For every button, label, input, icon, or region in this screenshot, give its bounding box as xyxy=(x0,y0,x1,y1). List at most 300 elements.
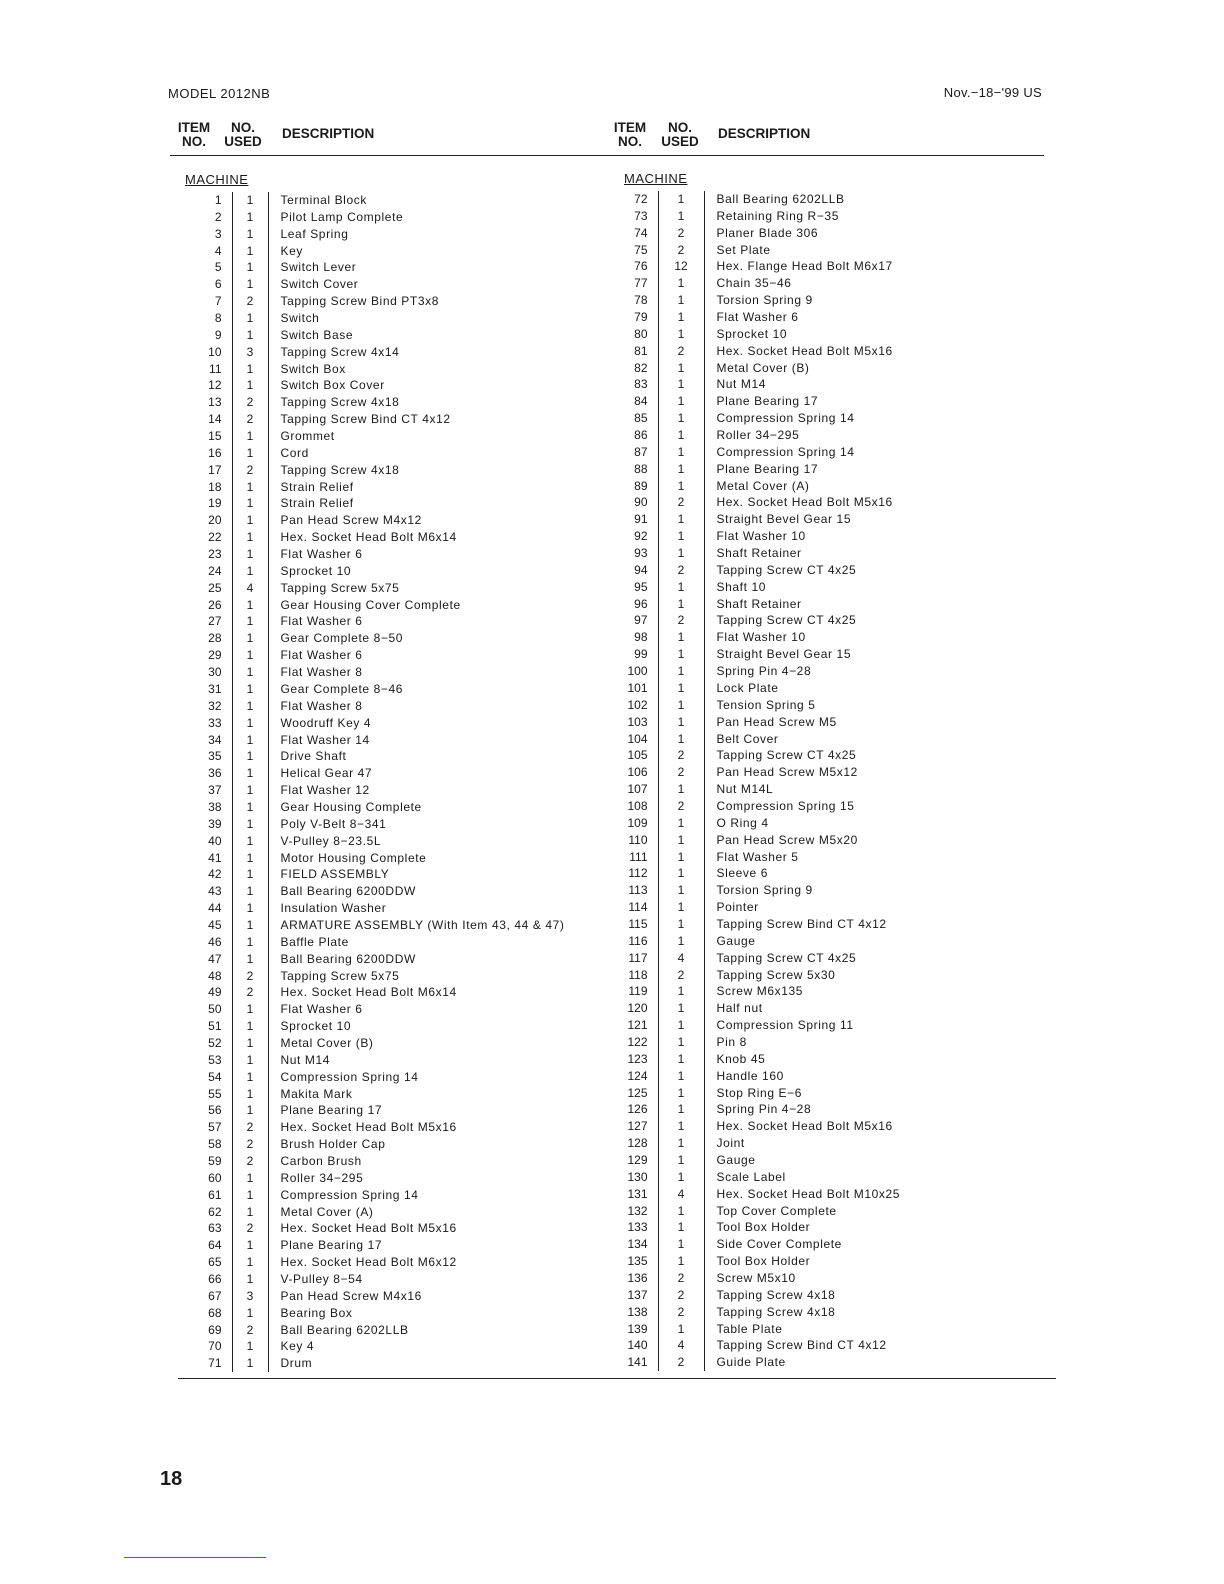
table-row xyxy=(168,1271,598,1288)
part-description: Shaft Retainer xyxy=(716,596,802,611)
part-description: Brush Holder Cap xyxy=(280,1137,386,1152)
part-description: Guide Plate xyxy=(716,1355,786,1370)
part-description: Terminal Block xyxy=(280,193,367,207)
part-description: Compression Spring 14 xyxy=(716,444,855,459)
item-number: 72 xyxy=(602,191,658,208)
part-description: Roller 34−295 xyxy=(716,428,800,443)
item-number: 52 xyxy=(168,1035,232,1052)
quantity-used: 1 xyxy=(232,782,268,799)
table-row xyxy=(602,343,1034,360)
table-row xyxy=(168,276,598,293)
item-number: 115 xyxy=(602,916,658,933)
item-number: 22 xyxy=(168,529,232,546)
part-description: Stop Ring E−6 xyxy=(716,1085,803,1100)
item-number: 5 xyxy=(168,259,232,276)
quantity-used: 1 xyxy=(658,663,704,680)
quantity-used: 1 xyxy=(232,917,268,934)
table-row xyxy=(602,933,1034,950)
table-row xyxy=(602,478,1034,495)
part-description: Nut M14 xyxy=(280,1052,331,1067)
part-description: Planer Blade 306 xyxy=(716,225,819,240)
quantity-used: 1 xyxy=(232,377,268,394)
quantity-used: 1 xyxy=(658,1253,704,1270)
table-row xyxy=(168,883,598,900)
part-description: Torsion Spring 9 xyxy=(716,883,813,898)
table-row xyxy=(602,326,1034,343)
table-row xyxy=(168,1338,598,1355)
item-number: 129 xyxy=(602,1152,658,1169)
part-description: Straight Bevel Gear 15 xyxy=(716,647,852,662)
part-description: Spring Pin 4−28 xyxy=(716,1102,812,1117)
item-number: 121 xyxy=(602,1017,658,1034)
table-row xyxy=(602,1051,1034,1068)
part-description: Spring Pin 4−28 xyxy=(716,664,812,679)
part-description: Gauge xyxy=(716,1152,756,1167)
quantity-used: 1 xyxy=(658,629,704,646)
item-number: 23 xyxy=(168,546,232,563)
part-description: Compression Spring 14 xyxy=(716,411,855,426)
part-description: Tapping Screw Bind CT 4x12 xyxy=(280,412,451,427)
item-number: 38 xyxy=(168,799,232,816)
quantity-used: 1 xyxy=(232,276,268,293)
table-row xyxy=(602,461,1034,478)
revision-date: Nov.−18−'99 US xyxy=(943,85,1042,100)
part-description: Roller 34−295 xyxy=(280,1170,364,1185)
quantity-used: 1 xyxy=(232,546,268,563)
quantity-used: 1 xyxy=(658,815,704,832)
part-description: Tapping Screw 4x18 xyxy=(716,1304,836,1319)
header-rule xyxy=(170,155,1044,156)
table-row xyxy=(168,850,598,867)
item-number: 101 xyxy=(602,680,658,697)
part-description: Switch Cover xyxy=(280,277,359,292)
part-description: Drum xyxy=(280,1356,313,1371)
header-item-line2: NO. xyxy=(617,134,642,149)
item-number: 116 xyxy=(602,933,658,950)
part-description: Screw M6x135 xyxy=(716,984,804,999)
item-number: 94 xyxy=(602,562,658,579)
quantity-used: 1 xyxy=(658,697,704,714)
item-number: 4 xyxy=(168,243,232,260)
table-row xyxy=(602,697,1034,714)
table-row xyxy=(602,832,1034,849)
quantity-used: 2 xyxy=(658,1287,704,1304)
left-description-header: DESCRIPTION xyxy=(282,126,375,141)
table-row xyxy=(168,1052,598,1069)
part-description: Chain 35−46 xyxy=(716,276,792,291)
quantity-used: 1 xyxy=(232,1355,268,1372)
part-description: Tension Spring 5 xyxy=(716,697,816,712)
item-number: 91 xyxy=(602,511,658,528)
part-description: FIELD ASSEMBLY xyxy=(280,867,390,882)
quantity-used: 1 xyxy=(232,698,268,715)
model-number: MODEL 2012NB xyxy=(168,86,271,101)
right-no-used-header xyxy=(659,121,701,149)
table-row xyxy=(168,259,598,276)
quantity-used: 1 xyxy=(232,715,268,732)
table-row xyxy=(602,747,1034,764)
part-description: Knob 45 xyxy=(716,1051,766,1066)
part-description: Tapping Screw CT 4x25 xyxy=(716,748,857,763)
quantity-used: 1 xyxy=(232,681,268,698)
part-description: Flat Washer 6 xyxy=(280,648,363,663)
quantity-used: 1 xyxy=(658,933,704,950)
item-number: 124 xyxy=(602,1068,658,1085)
quantity-used: 2 xyxy=(232,411,268,428)
item-number: 61 xyxy=(168,1187,232,1204)
item-number: 34 xyxy=(168,732,232,749)
part-description: Tapping Screw Bind CT 4x12 xyxy=(716,916,887,931)
table-row xyxy=(168,462,598,479)
part-description: Hex. Flange Head Bolt M6x17 xyxy=(716,259,893,274)
quantity-used: 1 xyxy=(232,816,268,833)
table-row xyxy=(168,1035,598,1052)
part-description: Plane Bearing 17 xyxy=(280,1238,383,1253)
part-description: Motor Housing Complete xyxy=(280,850,427,865)
quantity-used: 1 xyxy=(232,1052,268,1069)
table-row xyxy=(168,1119,598,1136)
part-description: Tapping Screw 5x75 xyxy=(280,580,400,595)
right-item-no-header xyxy=(608,121,652,149)
table-row xyxy=(602,1236,1034,1253)
table-row xyxy=(602,680,1034,697)
quantity-used: 1 xyxy=(658,579,704,596)
item-number: 44 xyxy=(168,900,232,917)
table-row xyxy=(602,376,1034,393)
item-number: 81 xyxy=(602,343,658,360)
table-row xyxy=(168,394,598,411)
quantity-used: 1 xyxy=(232,192,268,209)
item-number: 15 xyxy=(168,428,232,445)
table-row xyxy=(602,1203,1034,1220)
header-used-line1: NO. xyxy=(667,120,692,135)
table-row xyxy=(168,732,598,749)
part-description: Hex. Socket Head Bolt M10x25 xyxy=(716,1186,901,1201)
quantity-used: 1 xyxy=(232,1102,268,1119)
item-number: 9 xyxy=(168,327,232,344)
quantity-used: 1 xyxy=(232,1035,268,1052)
part-description: Nut M14 xyxy=(716,377,767,392)
table-row xyxy=(602,916,1034,933)
table-row xyxy=(602,612,1034,629)
quantity-used: 12 xyxy=(658,258,704,275)
table-row xyxy=(602,967,1034,984)
table-row xyxy=(602,393,1034,410)
item-number: 63 xyxy=(168,1220,232,1237)
quantity-used: 2 xyxy=(658,343,704,360)
part-description: Leaf Spring xyxy=(280,226,349,241)
part-description: Side Cover Complete xyxy=(716,1237,842,1252)
part-description: Switch Box Cover xyxy=(280,378,385,393)
quantity-used: 1 xyxy=(232,883,268,900)
table-row xyxy=(168,715,598,732)
table-row xyxy=(602,983,1034,1000)
part-description: Pilot Lamp Complete xyxy=(280,209,404,224)
part-description: Baffle Plate xyxy=(280,934,349,949)
part-description: Gear Complete 8−46 xyxy=(280,681,404,696)
item-number: 57 xyxy=(168,1119,232,1136)
table-row xyxy=(602,1017,1034,1034)
table-row xyxy=(168,765,598,782)
part-description: Ball Bearing 6202LLB xyxy=(716,192,845,206)
quantity-used: 1 xyxy=(658,1152,704,1169)
quantity-used: 2 xyxy=(658,1270,704,1287)
part-description: Tapping Screw 4x18 xyxy=(280,395,400,410)
quantity-used: 1 xyxy=(658,275,704,292)
part-description: Flat Washer 5 xyxy=(716,849,799,864)
quantity-used: 2 xyxy=(232,462,268,479)
quantity-used: 2 xyxy=(658,967,704,984)
quantity-used: 1 xyxy=(232,209,268,226)
item-number: 131 xyxy=(602,1186,658,1203)
quantity-used: 1 xyxy=(232,1086,268,1103)
item-number: 16 xyxy=(168,445,232,462)
quantity-used: 1 xyxy=(658,1236,704,1253)
quantity-used: 1 xyxy=(232,833,268,850)
table-row xyxy=(168,917,598,934)
part-description: Hex. Socket Head Bolt M5x16 xyxy=(716,495,893,510)
part-description: Flat Washer 6 xyxy=(280,1002,363,1017)
table-row xyxy=(602,1321,1034,1338)
part-description: Set Plate xyxy=(716,242,771,257)
item-number: 62 xyxy=(168,1204,232,1221)
part-description: Gear Complete 8−50 xyxy=(280,631,404,646)
item-number: 106 xyxy=(602,764,658,781)
part-description: Sprocket 10 xyxy=(280,563,352,578)
quantity-used: 1 xyxy=(658,427,704,444)
item-number: 42 xyxy=(168,866,232,883)
table-row xyxy=(602,882,1034,899)
part-description: Plane Bearing 17 xyxy=(716,461,819,476)
part-description: Ball Bearing 6202LLB xyxy=(280,1322,409,1337)
item-number: 136 xyxy=(602,1270,658,1287)
part-description: Switch Box xyxy=(280,361,346,376)
quantity-used: 1 xyxy=(658,882,704,899)
part-description: Hex. Socket Head Bolt M5x16 xyxy=(716,343,893,358)
quantity-used: 1 xyxy=(658,191,704,208)
table-row xyxy=(602,410,1034,427)
quantity-used: 2 xyxy=(658,562,704,579)
table-row xyxy=(602,528,1034,545)
quantity-used: 1 xyxy=(232,495,268,512)
item-number: 98 xyxy=(602,629,658,646)
quantity-used: 2 xyxy=(232,1220,268,1237)
quantity-used: 2 xyxy=(658,764,704,781)
item-number: 79 xyxy=(602,309,658,326)
quantity-used: 1 xyxy=(658,1219,704,1236)
quantity-used: 1 xyxy=(658,208,704,225)
table-row xyxy=(168,546,598,563)
quantity-used: 1 xyxy=(658,461,704,478)
part-description: Pan Head Screw M5x12 xyxy=(716,765,858,780)
quantity-used: 1 xyxy=(658,680,704,697)
quantity-used: 1 xyxy=(232,1018,268,1035)
quantity-used: 4 xyxy=(232,580,268,597)
quantity-used: 1 xyxy=(232,613,268,630)
table-row xyxy=(168,580,598,597)
quantity-used: 1 xyxy=(658,444,704,461)
header-item-line2: NO. xyxy=(181,134,206,149)
quantity-used: 1 xyxy=(658,511,704,528)
quantity-used: 1 xyxy=(658,865,704,882)
item-number: 20 xyxy=(168,512,232,529)
part-description: Hex. Socket Head Bolt M6x14 xyxy=(280,985,457,1000)
table-row xyxy=(168,1001,598,1018)
table-row xyxy=(602,781,1034,798)
quantity-used: 1 xyxy=(658,528,704,545)
quantity-used: 1 xyxy=(232,1237,268,1254)
table-row xyxy=(602,1169,1034,1186)
table-row xyxy=(602,1152,1034,1169)
part-description: Pin 8 xyxy=(716,1034,747,1049)
table-row xyxy=(168,411,598,428)
item-number: 99 xyxy=(602,646,658,663)
table-row xyxy=(168,428,598,445)
part-description: Compression Spring 14 xyxy=(280,1187,419,1202)
part-description: Scale Label xyxy=(716,1169,786,1184)
table-row xyxy=(168,529,598,546)
part-description: Gear Housing Complete xyxy=(280,799,422,814)
part-description: V-Pulley 8−54 xyxy=(280,1272,363,1286)
item-number: 88 xyxy=(602,461,658,478)
part-description: Sprocket 10 xyxy=(280,1019,352,1034)
item-number: 141 xyxy=(602,1354,658,1371)
quantity-used: 1 xyxy=(658,1068,704,1085)
quantity-used: 1 xyxy=(658,410,704,427)
table-row xyxy=(602,629,1034,646)
item-number: 74 xyxy=(602,225,658,242)
item-number: 60 xyxy=(168,1170,232,1187)
item-number: 123 xyxy=(602,1051,658,1068)
quantity-used: 1 xyxy=(232,765,268,782)
item-number: 19 xyxy=(168,495,232,512)
quantity-used: 1 xyxy=(658,714,704,731)
quantity-used: 1 xyxy=(232,732,268,749)
item-number: 92 xyxy=(602,528,658,545)
quantity-used: 2 xyxy=(658,747,704,764)
item-number: 32 xyxy=(168,698,232,715)
table-row xyxy=(168,512,598,529)
table-row xyxy=(602,1354,1034,1371)
item-number: 125 xyxy=(602,1085,658,1102)
item-number: 96 xyxy=(602,596,658,613)
part-description: Helical Gear 47 xyxy=(280,766,373,781)
item-number: 76 xyxy=(602,258,658,275)
table-row xyxy=(602,1118,1034,1135)
table-row xyxy=(168,866,598,883)
quantity-used: 1 xyxy=(658,849,704,866)
table-row xyxy=(168,748,598,765)
table-row xyxy=(168,1102,598,1119)
item-number: 37 xyxy=(168,782,232,799)
item-number: 119 xyxy=(602,983,658,1000)
part-description: Sprocket 10 xyxy=(716,326,788,341)
table-row xyxy=(602,562,1034,579)
part-description: Hex. Socket Head Bolt M6x14 xyxy=(280,530,457,545)
part-description: Flat Washer 6 xyxy=(716,310,799,325)
part-description: Gear Housing Cover Complete xyxy=(280,597,461,612)
part-description: Tool Box Holder xyxy=(716,1254,811,1269)
table-row xyxy=(602,225,1034,242)
table-row xyxy=(168,226,598,243)
part-description: Gauge xyxy=(716,933,756,948)
item-number: 50 xyxy=(168,1001,232,1018)
quantity-used: 1 xyxy=(232,850,268,867)
item-number: 45 xyxy=(168,917,232,934)
table-row xyxy=(168,1136,598,1153)
item-number: 28 xyxy=(168,630,232,647)
quantity-used: 2 xyxy=(232,394,268,411)
quantity-used: 1 xyxy=(658,393,704,410)
part-description: Compression Spring 15 xyxy=(716,798,855,813)
table-row xyxy=(602,1337,1034,1354)
item-number: 43 xyxy=(168,883,232,900)
part-description: Lock Plate xyxy=(716,680,779,695)
table-row xyxy=(168,1204,598,1221)
table-row xyxy=(168,681,598,698)
part-description: Tapping Screw 5x30 xyxy=(716,967,836,982)
quantity-used: 2 xyxy=(658,798,704,815)
quantity-used: 4 xyxy=(658,950,704,967)
item-number: 75 xyxy=(602,242,658,259)
part-description: Flat Washer 6 xyxy=(280,547,363,562)
table-row xyxy=(168,209,598,226)
part-description: Flat Washer 14 xyxy=(280,732,370,747)
quantity-used: 1 xyxy=(232,664,268,681)
quantity-used: 3 xyxy=(232,1288,268,1305)
table-row xyxy=(168,1069,598,1086)
part-description: Metal Cover (B) xyxy=(280,1035,374,1050)
item-number: 90 xyxy=(602,494,658,511)
part-description: Tapping Screw Bind PT3x8 xyxy=(280,294,439,309)
part-description: Flat Washer 8 xyxy=(280,665,363,680)
table-row xyxy=(168,984,598,1001)
part-description: Sleeve 6 xyxy=(716,866,768,881)
quantity-used: 1 xyxy=(658,1169,704,1186)
item-number: 89 xyxy=(602,478,658,495)
bottom-link-line xyxy=(124,1557,266,1558)
item-number: 10 xyxy=(168,344,232,361)
item-number: 7 xyxy=(168,293,232,310)
quantity-used: 2 xyxy=(232,1119,268,1136)
part-description: Pan Head Screw M5x20 xyxy=(716,832,858,847)
table-row xyxy=(602,1101,1034,1118)
item-number: 86 xyxy=(602,427,658,444)
quantity-used: 4 xyxy=(658,1337,704,1354)
part-description: Ball Bearing 6200DDW xyxy=(280,884,416,899)
item-number: 102 xyxy=(602,697,658,714)
part-description: Handle 160 xyxy=(716,1068,784,1083)
part-description: Drive Shaft xyxy=(280,749,347,764)
item-number: 120 xyxy=(602,1000,658,1017)
quantity-used: 1 xyxy=(232,900,268,917)
table-row xyxy=(168,377,598,394)
item-number: 118 xyxy=(602,967,658,984)
item-number: 27 xyxy=(168,613,232,630)
item-number: 110 xyxy=(602,832,658,849)
item-number: 35 xyxy=(168,748,232,765)
table-row xyxy=(168,1322,598,1339)
quantity-used: 1 xyxy=(658,376,704,393)
table-row xyxy=(602,815,1034,832)
part-description: Flat Washer 6 xyxy=(280,614,363,629)
table-row xyxy=(602,646,1034,663)
part-description: Tapping Screw CT 4x25 xyxy=(716,613,857,628)
quantity-used: 1 xyxy=(232,934,268,951)
table-row xyxy=(602,1287,1034,1304)
item-number: 48 xyxy=(168,968,232,985)
table-row xyxy=(602,242,1034,259)
